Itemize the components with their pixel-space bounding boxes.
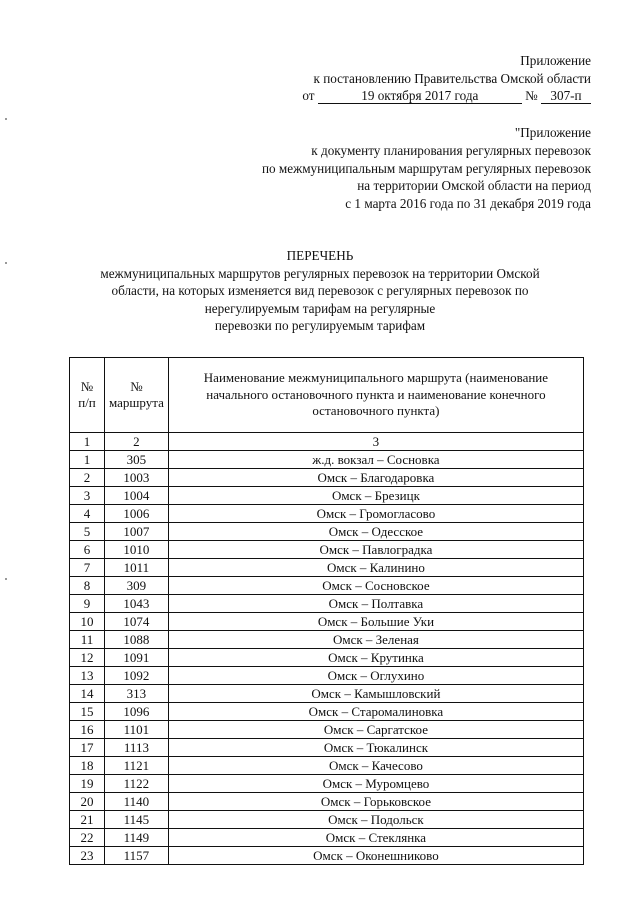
table-header-row	[70, 358, 584, 433]
row-number-cell: 7	[70, 559, 105, 577]
route-number-cell: 1074	[105, 613, 169, 631]
resolution-number: 307-п	[541, 89, 591, 104]
table-row	[70, 739, 584, 757]
scan-mark	[5, 578, 7, 580]
route-number-cell: 1007	[105, 523, 169, 541]
table-row	[70, 757, 584, 775]
route-number-cell: 1149	[105, 829, 169, 847]
route-number-cell: 1121	[105, 757, 169, 775]
route-name-cell: Омск – Оконешниково	[168, 847, 583, 865]
route-name-cell: Омск – Камышловский	[168, 685, 583, 703]
route-name-cell: Омск – Одесское	[168, 523, 583, 541]
table-row	[70, 721, 584, 739]
route-number-cell: 1145	[105, 811, 169, 829]
table-row	[70, 649, 584, 667]
row-number-cell: 5	[70, 523, 105, 541]
route-name-cell: Омск – Брезицк	[168, 487, 583, 505]
route-number-cell: 1122	[105, 775, 169, 793]
row-number-cell: 1	[70, 451, 105, 469]
route-number-cell: 313	[105, 685, 169, 703]
row-number-cell: 13	[70, 667, 105, 685]
table-row	[70, 775, 584, 793]
route-number-cell: 1140	[105, 793, 169, 811]
row-number-cell: 15	[70, 703, 105, 721]
route-name-cell: Омск – Старомалиновка	[168, 703, 583, 721]
route-name-cell: Омск – Благодаровка	[168, 469, 583, 487]
routes-table	[69, 357, 584, 865]
row-number-cell: 22	[70, 829, 105, 847]
route-name-cell: Омск – Полтавка	[168, 595, 583, 613]
table-row	[70, 793, 584, 811]
header-row-number: № п/п	[70, 358, 105, 433]
route-number-cell: 309	[105, 577, 169, 595]
route-name-cell: Омск – Оглухино	[168, 667, 583, 685]
table-row	[70, 577, 584, 595]
route-number-cell: 1091	[105, 649, 169, 667]
appendix-date-line	[302, 87, 591, 105]
title-line: нерегулируемым тарифам на регулярные	[204, 300, 436, 316]
route-name-cell: Омск – Муромцево	[168, 775, 583, 793]
appendix-header	[302, 52, 591, 105]
table-row	[70, 487, 584, 505]
row-number-cell: 21	[70, 811, 105, 829]
row-number-cell: 4	[70, 505, 105, 523]
row-number-cell: 6	[70, 541, 105, 559]
date-prefix: от	[302, 88, 315, 103]
route-number-cell: 1006	[105, 505, 169, 523]
route-name-cell: Омск – Тюкалинск	[168, 739, 583, 757]
appendix-label: Приложение	[520, 53, 591, 68]
route-name-cell: Омск – Большие Уки	[168, 613, 583, 631]
table-row	[70, 559, 584, 577]
route-name-cell: Омск – Саргатское	[168, 721, 583, 739]
routes-table-body	[70, 451, 584, 865]
route-name-cell: Омск – Крутинка	[168, 649, 583, 667]
table-row	[70, 667, 584, 685]
row-number-cell: 12	[70, 649, 105, 667]
table-row	[70, 703, 584, 721]
route-name-cell: ж.д. вокзал – Сосновка	[168, 451, 583, 469]
route-name-cell: Омск – Сосновское	[168, 577, 583, 595]
document-appendix-line: на территории Омской области на период	[357, 178, 591, 194]
document-appendix-line: к документу планирования регулярных перевозок	[311, 142, 591, 158]
table-row	[70, 595, 584, 613]
row-number-cell: 3	[70, 487, 105, 505]
route-number-cell: 305	[105, 451, 169, 469]
route-name-cell: Омск – Качесово	[168, 757, 583, 775]
number-prefix: №	[525, 88, 538, 103]
route-name-cell: Омск – Горьковское	[168, 793, 583, 811]
table-row	[70, 613, 584, 631]
route-number-cell: 1011	[105, 559, 169, 577]
table-row	[70, 847, 584, 865]
row-number-cell: 19	[70, 775, 105, 793]
document-appendix-line: "Приложение	[514, 125, 591, 140]
route-name-cell: Омск – Громогласово	[168, 505, 583, 523]
table-row	[70, 451, 584, 469]
route-number-cell: 1157	[105, 847, 169, 865]
row-number-cell: 17	[70, 739, 105, 757]
row-number-cell: 10	[70, 613, 105, 631]
column-number: 3	[168, 433, 583, 451]
header-route-name: Наименование межмуниципального маршрута (наименование начального остановочного пункта и наименование конечного остановочного пункта)	[168, 358, 583, 433]
row-number-cell: 2	[70, 469, 105, 487]
column-number-row	[70, 433, 584, 451]
row-number-cell: 14	[70, 685, 105, 703]
route-number-cell: 1043	[105, 595, 169, 613]
table-row	[70, 829, 584, 847]
title-heading: ПЕРЕЧЕНЬ	[286, 248, 354, 263]
title-line: перевозки по регулируемым тарифам	[214, 318, 426, 334]
route-number-cell: 1101	[105, 721, 169, 739]
route-name-cell: Омск – Стеклянка	[168, 829, 583, 847]
document-appendix-line: с 1 марта 2016 года по 31 декабря 2019 года	[345, 196, 591, 212]
header-route-number: № маршрута	[105, 358, 169, 433]
table-row	[70, 469, 584, 487]
document-title	[60, 247, 580, 335]
table-row	[70, 811, 584, 829]
table-row	[70, 523, 584, 541]
table-row	[70, 541, 584, 559]
title-line: межмуниципальных маршрутов регулярных перевозок на территории Омской	[100, 265, 540, 281]
row-number-cell: 11	[70, 631, 105, 649]
document-appendix-line: по межмуниципальным маршрутам регулярных перевозок	[261, 160, 591, 176]
row-number-cell: 8	[70, 577, 105, 595]
route-number-cell: 1096	[105, 703, 169, 721]
scan-mark	[5, 262, 7, 264]
route-name-cell: Омск – Подольск	[168, 811, 583, 829]
route-number-cell: 1092	[105, 667, 169, 685]
route-number-cell: 1010	[105, 541, 169, 559]
route-name-cell: Омск – Калинино	[168, 559, 583, 577]
route-number-cell: 1004	[105, 487, 169, 505]
route-number-cell: 1003	[105, 469, 169, 487]
scan-mark	[5, 118, 7, 120]
route-name-cell: Омск – Павлоградка	[168, 541, 583, 559]
row-number-cell: 20	[70, 793, 105, 811]
resolution-date: 19 октября 2017 года	[318, 89, 522, 104]
title-line: области, на которых изменяется вид перевозок с регулярных перевозок по	[111, 283, 529, 299]
document-appendix-header	[262, 124, 591, 213]
row-number-cell: 9	[70, 595, 105, 613]
table-row	[70, 685, 584, 703]
table-row	[70, 505, 584, 523]
table-row	[70, 631, 584, 649]
route-number-cell: 1113	[105, 739, 169, 757]
row-number-cell: 23	[70, 847, 105, 865]
route-name-cell: Омск – Зеленая	[168, 631, 583, 649]
appendix-resolution: к постановлению Правительства Омской области	[313, 70, 591, 86]
row-number-cell: 18	[70, 757, 105, 775]
column-number: 1	[70, 433, 105, 451]
row-number-cell: 16	[70, 721, 105, 739]
column-number: 2	[105, 433, 169, 451]
route-number-cell: 1088	[105, 631, 169, 649]
